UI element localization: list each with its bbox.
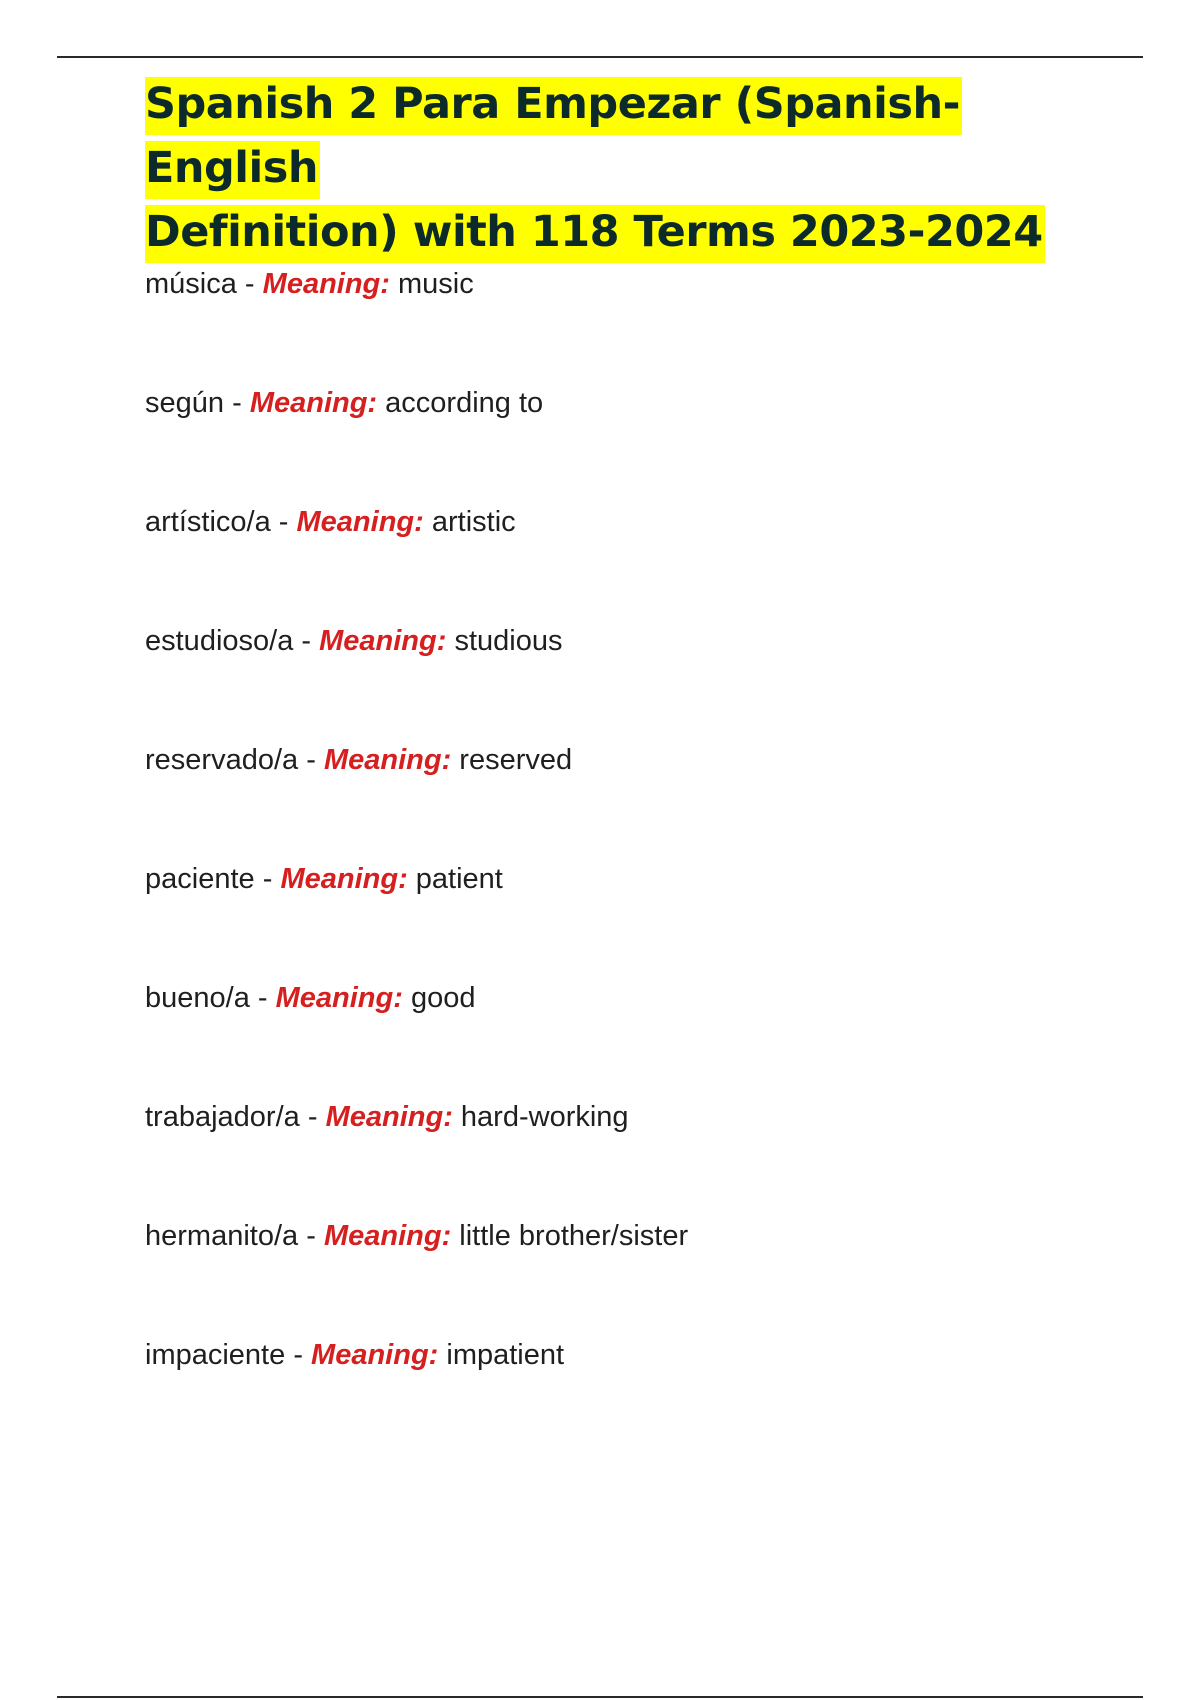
term-item [145, 976, 1105, 1095]
term-english: music [398, 268, 474, 300]
term-english: little brother/sister [459, 1220, 689, 1252]
term-english: according to [385, 387, 544, 419]
term-spanish: música [145, 268, 237, 300]
term-spanish: reservado/a [145, 744, 299, 776]
term-separator: - [257, 982, 268, 1014]
term-separator: - [306, 1220, 316, 1252]
term-spanish: impaciente [145, 1339, 286, 1371]
meaning-label: Meaning: [275, 982, 403, 1014]
bottom-rule [57, 1696, 1143, 1698]
term-english: good [410, 982, 476, 1014]
term-separator: - [306, 744, 316, 776]
meaning-label: Meaning: [319, 625, 447, 657]
term-item [145, 381, 1105, 500]
term-item [145, 1214, 1105, 1333]
term-item [145, 738, 1105, 857]
term-spanish: estudioso/a [145, 625, 294, 657]
term-separator: - [262, 863, 273, 895]
meaning-label: Meaning: [249, 387, 378, 419]
term-item [145, 500, 1105, 619]
top-rule [57, 56, 1143, 58]
meaning-label: Meaning: [323, 1220, 452, 1252]
term-spanish: hermanito/a [145, 1220, 299, 1252]
term-separator: - [293, 1339, 303, 1371]
term-separator: - [301, 625, 312, 657]
term-english: artistic [431, 506, 516, 538]
term-item [145, 857, 1105, 976]
term-separator: - [278, 506, 289, 538]
term-separator: - [232, 387, 242, 419]
term-english: hard-working [460, 1101, 629, 1133]
term-spanish: bueno/a [145, 982, 250, 1014]
term-item [145, 619, 1105, 738]
meaning-label: Meaning: [296, 506, 424, 538]
term-spanish: trabajador/a [145, 1101, 300, 1133]
term-list [145, 262, 1105, 1452]
document-title [145, 72, 1045, 264]
term-separator: - [244, 268, 255, 300]
term-item [145, 1095, 1105, 1214]
meaning-label: Meaning: [280, 863, 408, 895]
title-line-1: Spanish 2 Para Empezar (Spanish-English [145, 77, 962, 199]
term-english: studious [454, 625, 563, 657]
term-spanish: paciente [145, 863, 255, 895]
term-item [145, 1333, 1105, 1452]
meaning-label: Meaning: [325, 1101, 453, 1133]
term-spanish: artístico/a [145, 506, 271, 538]
term-separator: - [307, 1101, 318, 1133]
term-english: impatient [446, 1339, 565, 1371]
term-item [145, 262, 1105, 381]
meaning-label: Meaning: [262, 268, 390, 300]
meaning-label: Meaning: [323, 744, 452, 776]
meaning-label: Meaning: [311, 1339, 439, 1371]
term-english: reserved [459, 744, 573, 776]
title-line-2: Definition) with 118 Terms 2023-2024 [145, 205, 1045, 263]
term-spanish: según [145, 387, 225, 419]
term-english: patient [415, 863, 503, 895]
